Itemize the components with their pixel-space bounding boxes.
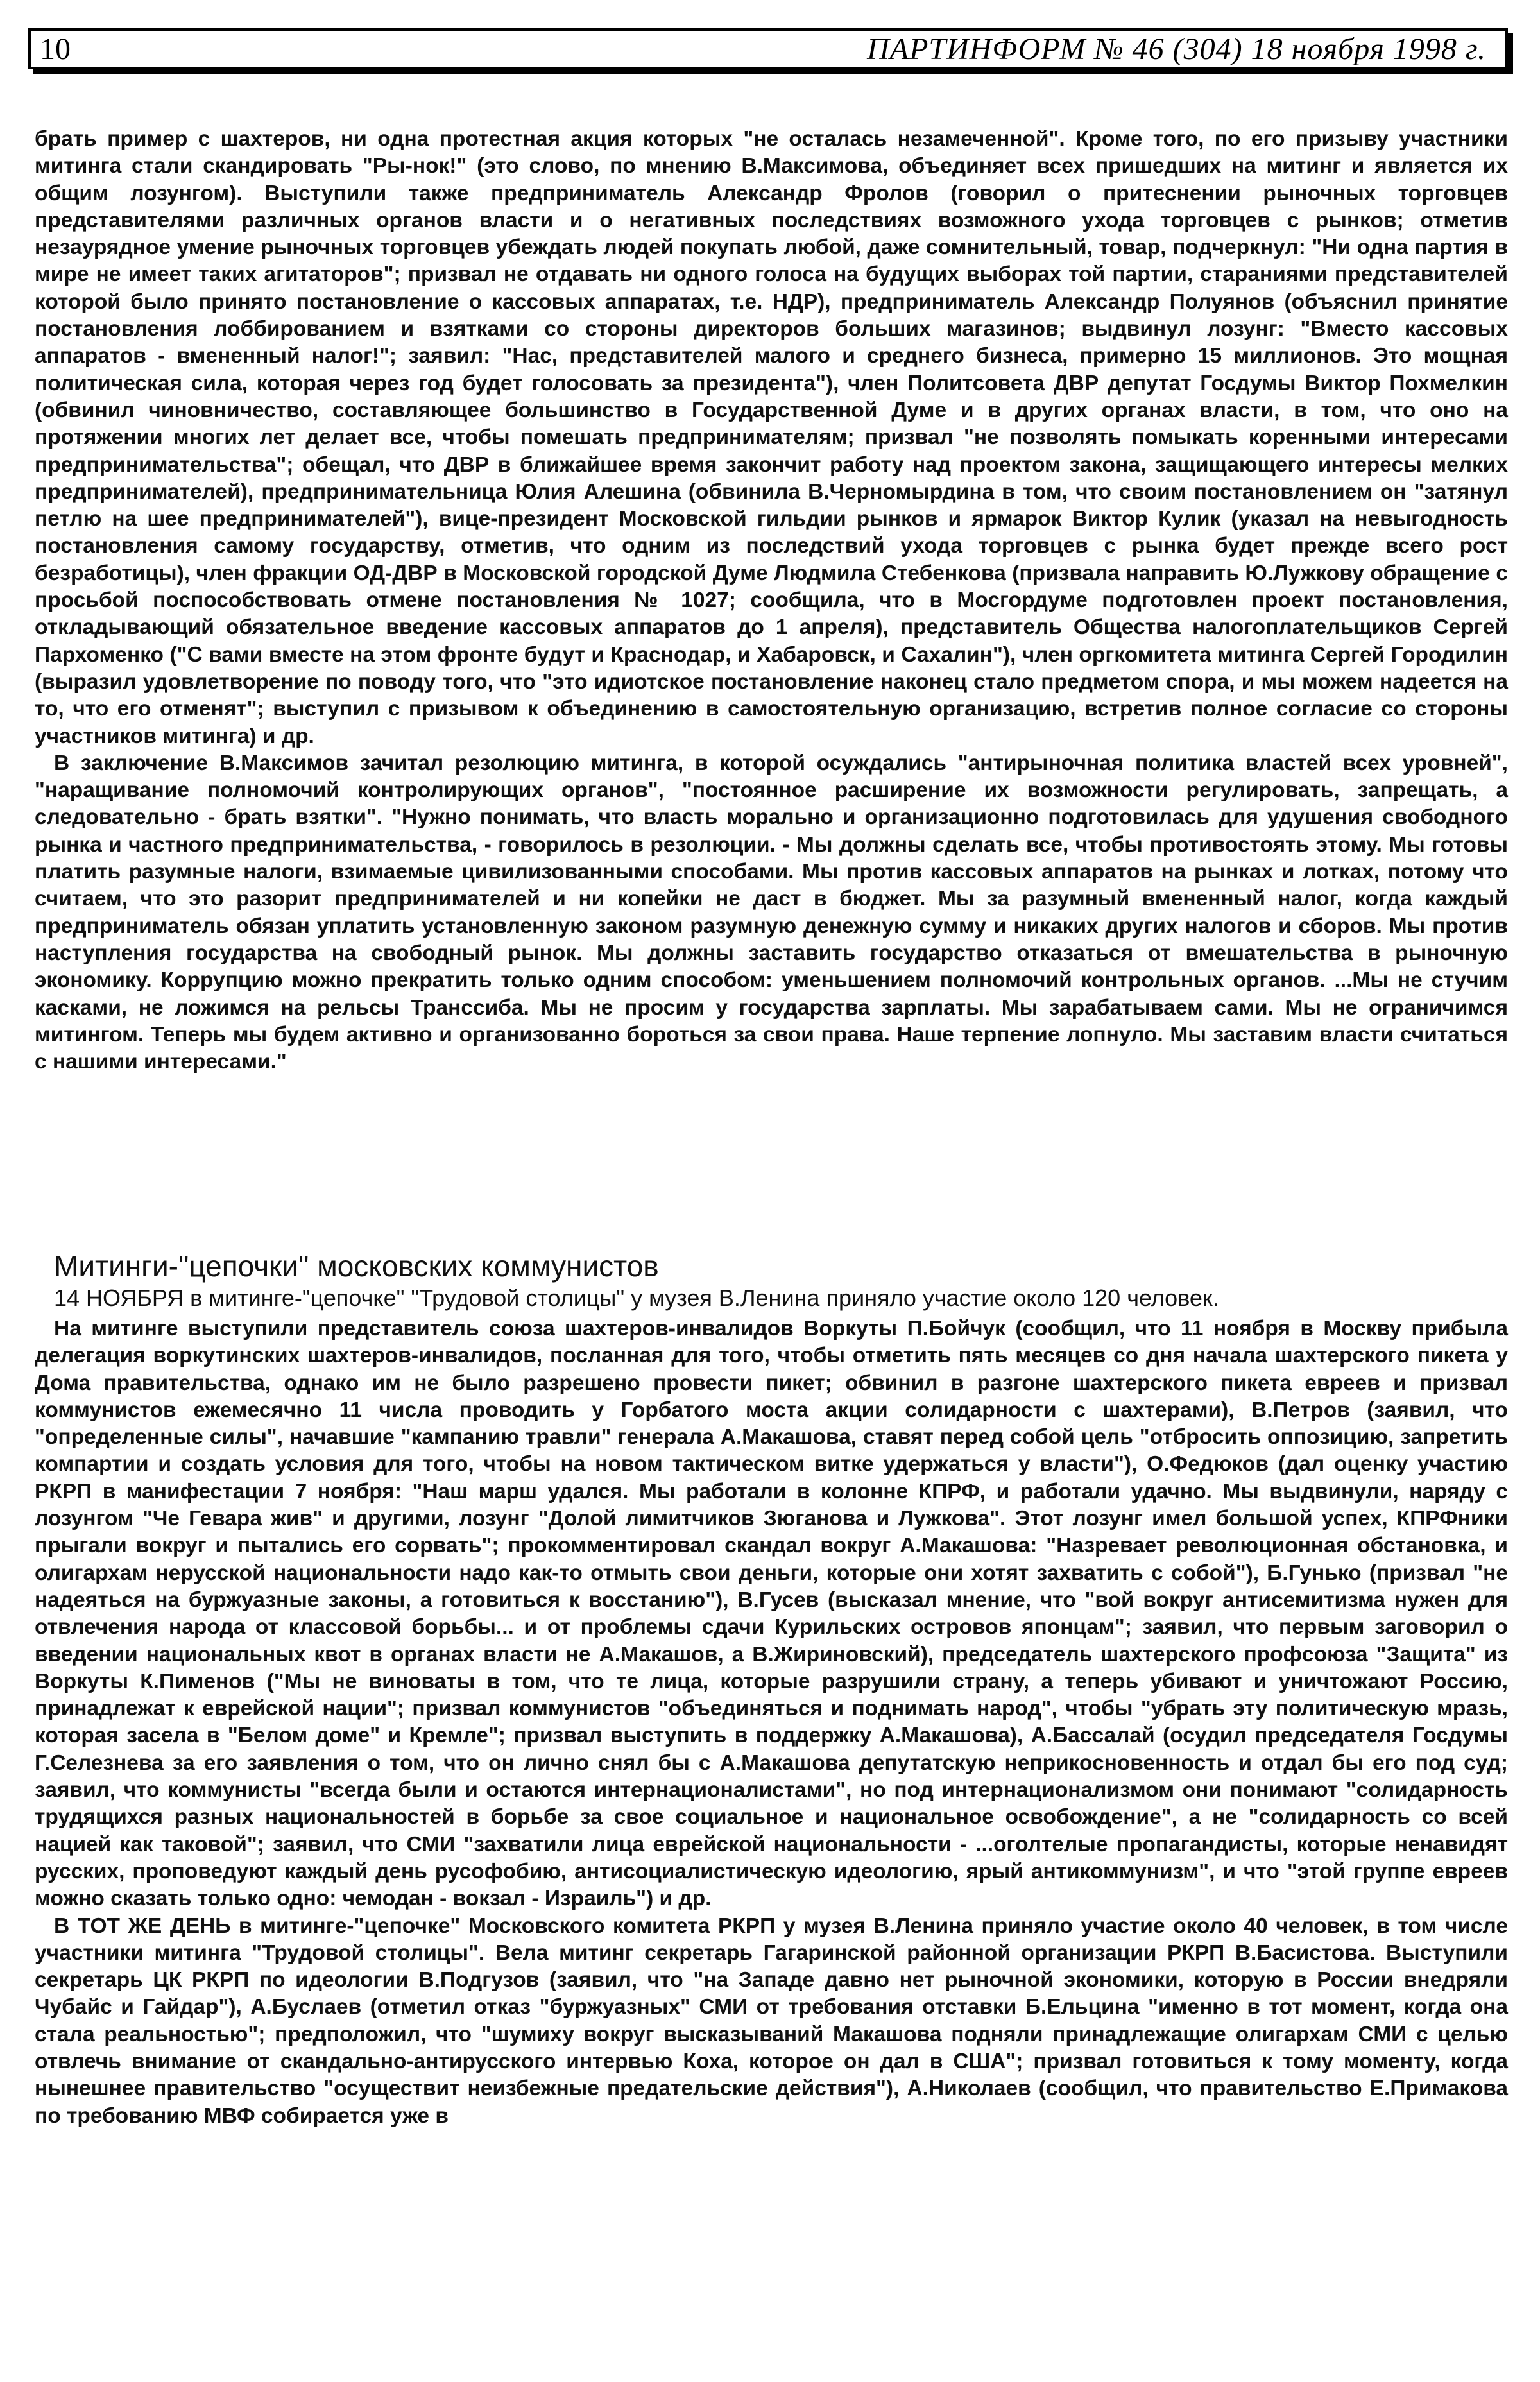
- paragraph: В заключение В.Максимов зачитал резолюцию митинга, в которой осуждались "антирыночная политика властей всех уровней", "наращивание полномочий контролирующих органов", "постоянное расширение их возможности регулировать, запрещать, а следовательно - брать взятки". "Нужно понимать, что власть морально и организационно подготовилась для удушения свободного рынка и частного предпринимательства, - говорилось в резолюции. - Мы должны сделать все, чтобы противостоять этому. Мы готовы платить разумные налоги, взимаемые цивилизованными способами. Мы против кассовых аппаратов на рынках и лотках, потому что считаем, что это разорит предпринимателей и ни копейки не даст в бюджет. Мы за разумный вмененный налог, когда каждый предприниматель обязан уплатить установленную законом разумную денежную сумму и никаких других налогов и сборов. Мы против наступления государства на свободный рынок. Мы должны заставить государство отказаться от вмешательства в рыночную экономику. Коррупцию можно прекратить только одним способом: уменьшением полномочий контрольных органов. ...Мы не стучим касками, не ложимся на рельсы Транссиба. Мы не просим у государства зарплаты. Мы зарабатываем сами. Мы не ограничимся митингом. Теперь мы будем активно и организованно бороться за свои права. Наше терпение лопнуло. Мы заставим власти считаться с нашими интересами.": [35, 751, 1508, 1074]
- page-number: 10: [40, 31, 71, 66]
- article-continuation: [35, 126, 1508, 1075]
- article-body: [35, 1315, 1508, 2130]
- page-header: [28, 28, 1508, 69]
- section-heading: Митинги-"цепочки" московских коммунистов: [54, 1249, 659, 1283]
- section-lead: 14 НОЯБРЯ в митинге-"цепочке" "Трудовой столицы" у музея В.Ленина приняло участие около 120 человек.: [54, 1285, 1219, 1311]
- paragraph: На митинге выступили представитель союза шахтеров-инвалидов Воркуты П.Бойчук (сообщил, что 11 ноября в Москву прибыла делегация воркутинских шахтеров-инвалидов, посланная для того, чтобы отметить пять месяцев со дня начала шахтерского пикета у Дома правительства, однако им не было разрешено провести пикет; обвинил в разгоне шахтерского пикета евреев и призвал коммунистов ежемесячно 11 числа проводить у Горбатого моста акции солидарности с шахтерами), В.Петров (заявил, что "определенные силы", начавшие "кампанию травли" генерала А.Макашова, ставят перед собой цель "отбросить оппозицию, запретить компартии и создать условия для того, чтобы на новом тактическом витке удержаться у власти"), О.Федюков (дал оценку участию РКРП в манифестации 7 ноября: "Наш марш удался. Мы работали в колонне КПРФ, и работали удачно. Мы выдвинули, наряду с лозунгом "Че Гевара жив" и другими, лозунг "Долой лимитчиков Зюганова и Лужкова". Этот лозунг имел большой успех, КПРФники прыгали вокруг и пытались его сорвать"; прокомментировал скандал вокруг А.Макашова: "Назревает революционная обстановка, и олигархам нерусской национальности надо как-то отмыть свои деньги, которые они хотят захватить с собой"), Б.Гунько (призвал "не надеяться на буржуазные законы, а готовиться к восстанию"), В.Гусев (высказал мнение, что "вой вокруг антисемитизма нужен для отвлечения народа от классовой борьбы... и от проблемы сдачи Курильских островов японцам"; заявил, что первым заговорил о введении национальных квот в органах власти не А.Макашов, а В.Жириновский), председатель шахтерского профсоюза "Защита" из Воркуты К.Пименов ("Мы не виноваты в том, что те лица, которые разрушили страну, а теперь убивают и уничтожают Россию, принадлежат к еврейской нации"; призвал коммунистов "объединяться и поднимать народ", чтобы "убрать эту политическую мразь, которая засела в "Белом доме" и Кремле"; призвал выступить в поддержку А.Макашова), А.Бассалай (осудил председателя Госдумы Г.Селезнева за его заявления о том, что он лично снял бы с А.Макашова депутатскую неприкосновенность и отдал бы его под суд; заявил, что коммунисты "всегда были и остаются интернационалистами", но под интернационализмом они понимают "солидарность трудящихся разных национальностей в борьбе за свое социальное и национальное освобождение", а не "солидарность со всей нацией как таковой"; заявил, что СМИ "захватили лица еврейской национальности - ...оголтелые пропагандисты, которые ненавидят русских, проповедуют каждый день русофобию, антисоциалистическую идеологию, ярый антикоммунизм", и что "этой группе евреев можно сказать только одно: чемодан - вокзал - Израиль") и др.: [35, 1317, 1508, 1911]
- paragraph: В ТОТ ЖЕ ДЕНЬ в митинге-"цепочке" Московского комитета РКРП у музея В.Ленина приняло участие около 40 человек, в том числе участники митинга "Трудовой столицы". Вела митинг секретарь Гагаринской районной организации РКРП В.Басистова. Выступили секретарь ЦК РКРП по идеологии В.Подгузов (заявил, что "на Западе давно нет рыночной экономики, которую в России внедряли Чубайс и Гайдар"), А.Буслаев (отметил отказ "буржуазных" СМИ от требования отставки Б.Ельцина "именно в тот момент, когда она стала реальностью"; предположил, что "шумиху вокруг высказываний Макашова подняли принадлежащие олигархам СМИ с целью отвлечь внимание от скандально-антирусского интервью Коха, которое он дал в США"; призвал готовиться к тому моменту, когда нынешнее правительство "осуществит неизбежные предательские действия"), А.Николаев (сообщил, что правительство Е.Примакова по требованию МВФ собирается уже в: [35, 1914, 1508, 2128]
- paragraph: брать пример с шахтеров, ни одна протестная акция которых "не осталась незамеченной". Кроме того, по его призыву участники митинга стали скандировать "Ры-нок!" (это слово, по мнению В.Максимова, объединяет всех пришедших на митинг и является их общим лозунгом). Выступили также предприниматель Александр Фролов (говорил о притеснении рыночных торговцев представителями различных органов власти и о негативных последствиях возможного ухода торговцев с рынков; отметив незаурядное умение рыночных торговцев убеждать людей покупать любой, даже сомнительный, товар, подчеркнул: "Ни одна партия в мире не имеет таких агитаторов"; призвал не отдавать ни одного голоса на будущих выборах той партии, стараниями представителей которой было принято постановление о кассовых аппаратах, т.е. НДР), предприниматель Александр Полуянов (объяснил принятие постановления лоббированием и взятками со стороны директоров больших магазинов; выдвинул лозунг: "Вместо кассовых аппаратов - вмененный налог!"; заявил: "Нас, представителей малого и среднего бизнеса, примерно 15 миллионов. Это мощная политическая сила, которая через год будет голосовать за президента"), член Политсовета ДВР депутат Госдумы Виктор Похмелкин (обвинил чиновничество, составляющее большинство в Государственной Думе и в других органах власти, в том, что оно на протяжении многих лет делает все, чтобы помешать предпринимателям; призвал "не позволять помыкать коренными интересами предпринимательства"; обещал, что ДВР в ближайшее время закончит работу над проектом закона, защищающего интересы мелких предпринимателей), предпринимательница Юлия Алешина (обвинила В.Черномырдина в том, что своим постановлением он "затянул петлю на шее предпринимателей"), вице-президент Московской гильдии рынков и ярмарок Виктор Кулик (указал на невыгодность постановления самому государству, отметив, что одним из последствий ухода торговцев с рынка будет прежде всего рост безработицы), член фракции ОД-ДВР в Московской городской Думе Людмила Стебенкова (призвала направить Ю.Лужкову обращение с просьбой поспособствовать отмене постановления № 1027; сообщила, что в Мосгордуме подготовлен проект постановления, откладывающий обязательное введение кассовых аппаратов до 1 апреля), представитель Общества налогоплательщиков Сергей Пархоменко ("С вами вместе на этом фронте будут и Краснодар, и Хабаровск, и Сахалин"), член оргкомитета митинга Сергей Городилин (выразил удовлетворение по поводу того, что "это идиотское постановление наконец стало предметом спора, и мы можем надеется на то, что его отменят"; выступил с призывом к объединению в самостоятельную организацию, встретив полное согласие со стороны участников митинга) и др.: [35, 127, 1508, 748]
- publication-title: ПАРТИНФОРМ № 46 (304) 18 ноября 1998 г.: [867, 31, 1486, 66]
